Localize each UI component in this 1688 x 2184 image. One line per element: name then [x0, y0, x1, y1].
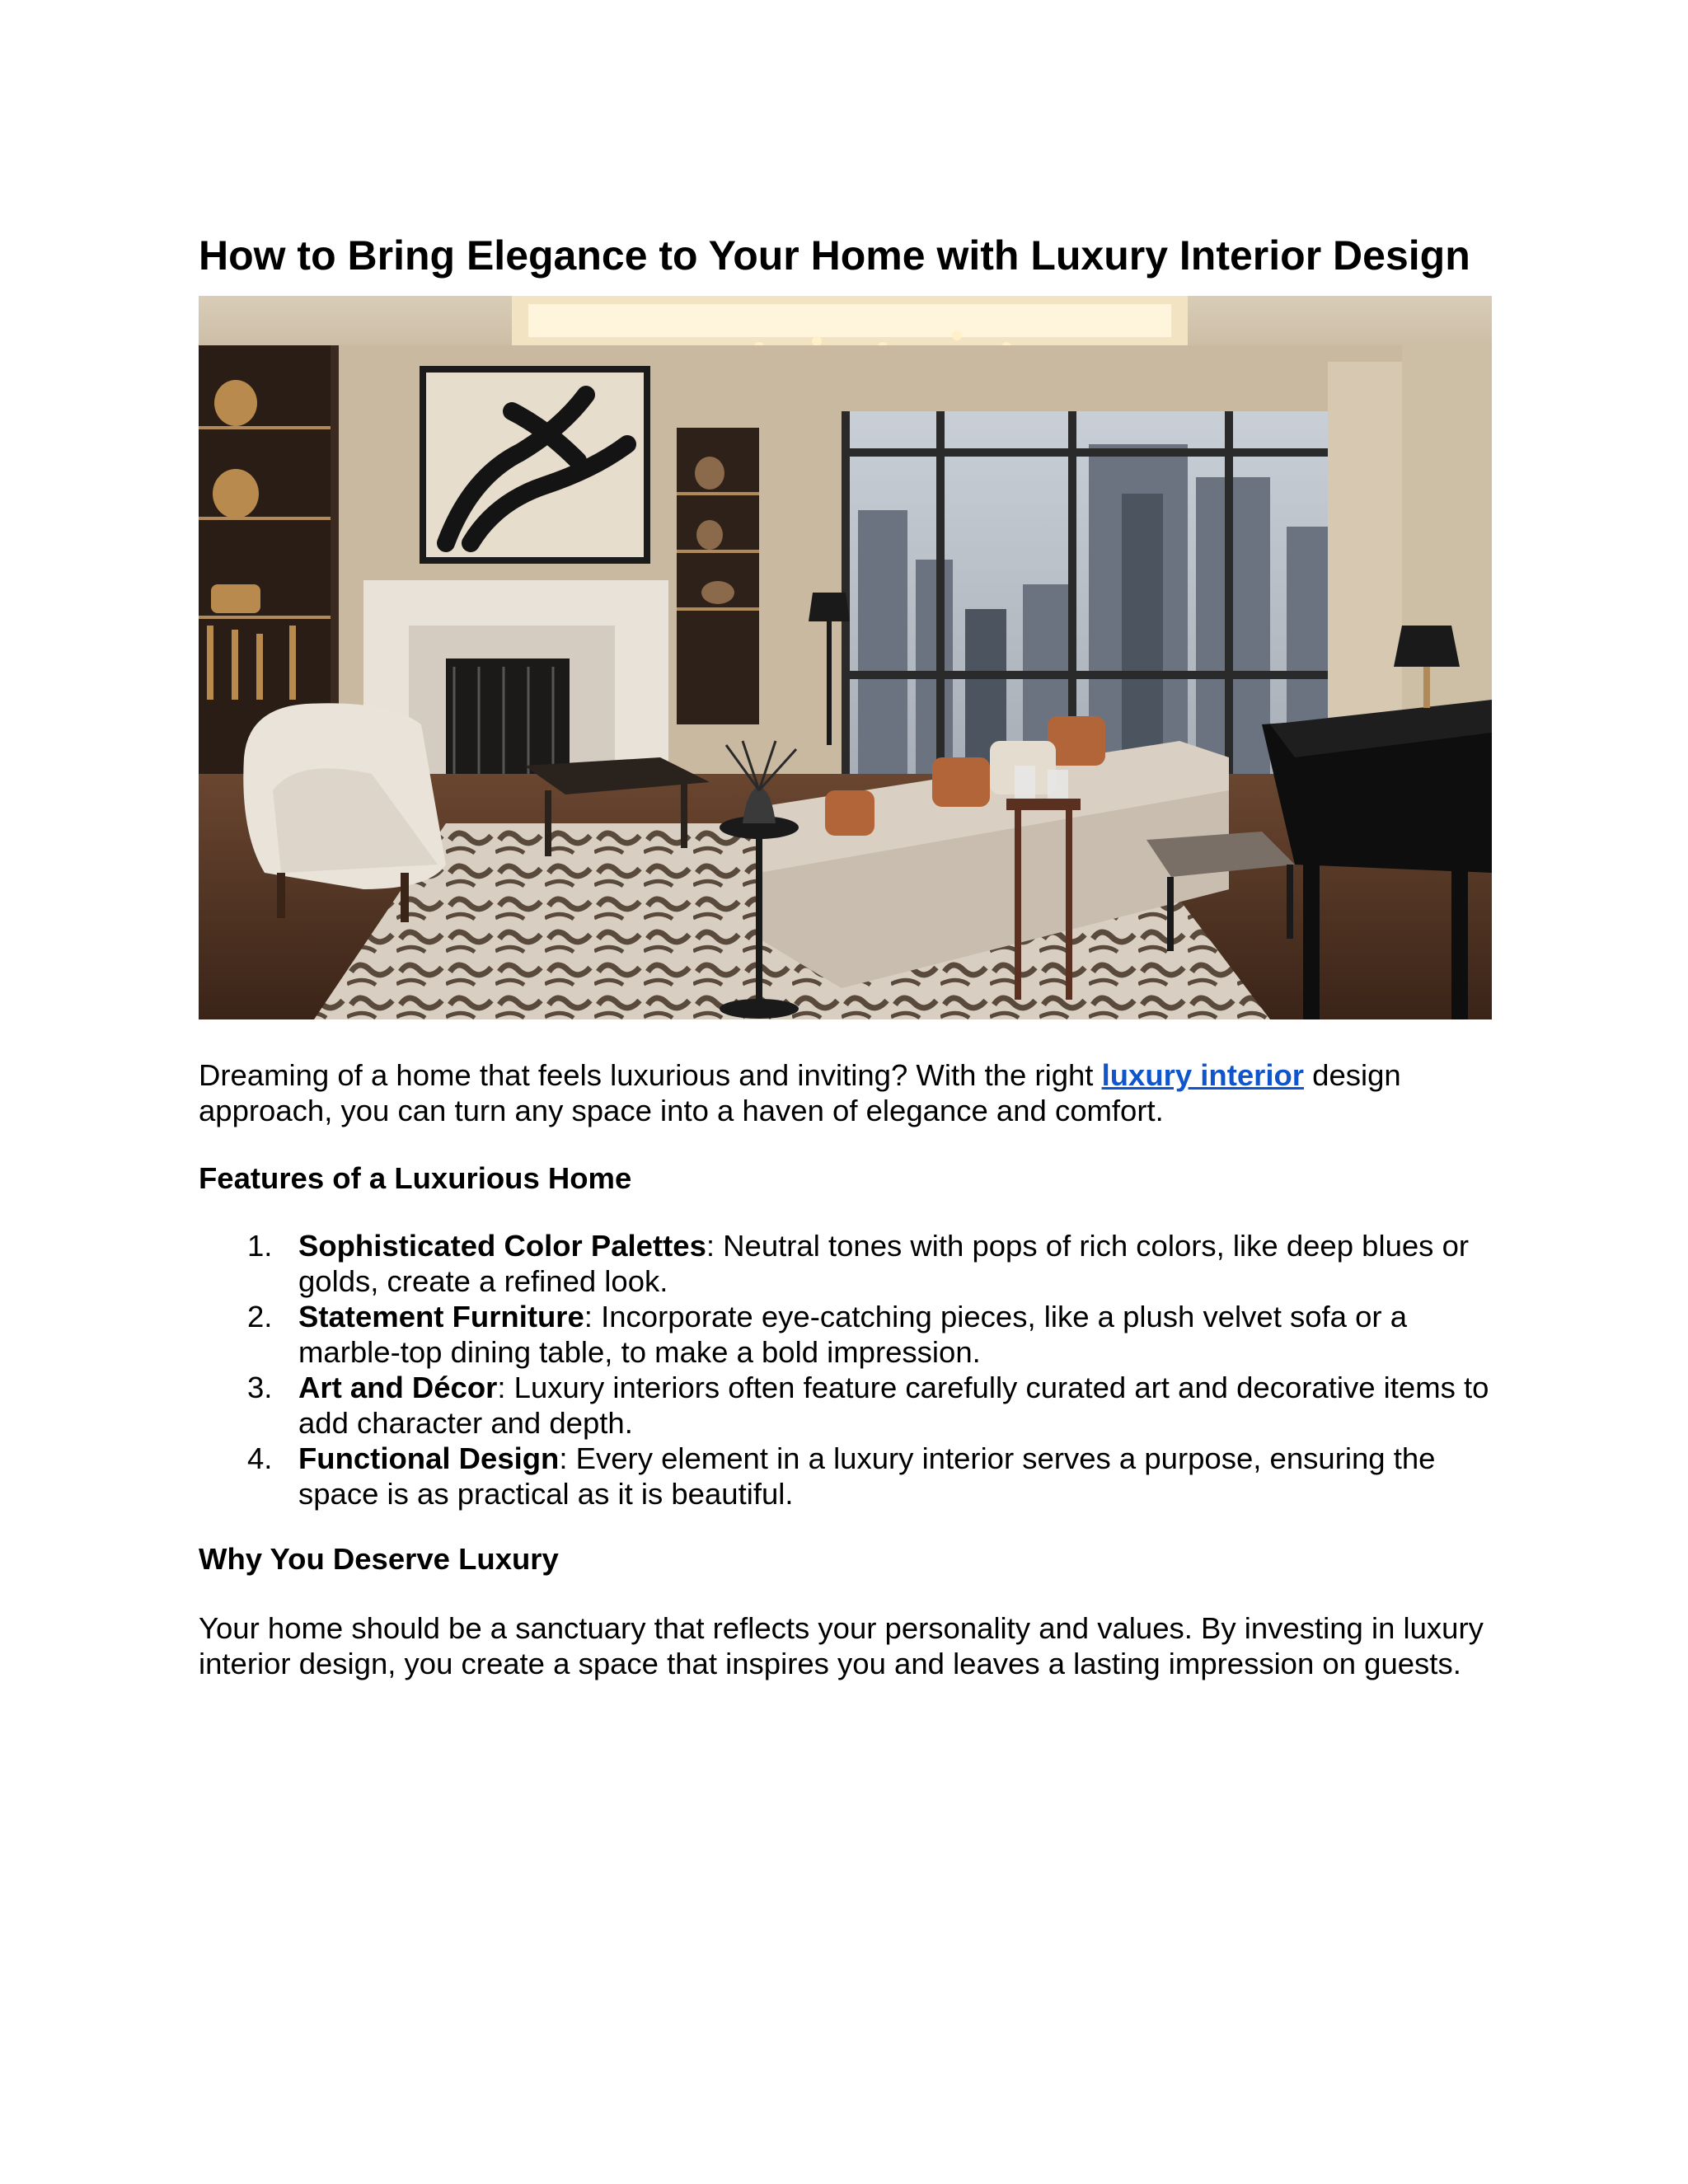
living-room-illustration: [199, 296, 1492, 1019]
intro-text-start: Dreaming of a home that feels luxurious and inviting? With the right: [199, 1058, 1102, 1092]
features-heading: Features of a Luxurious Home: [199, 1161, 632, 1195]
why-heading: Why You Deserve Luxury: [199, 1542, 559, 1576]
intro-paragraph: [199, 1057, 1501, 1128]
list-item-text: : Incorporate eye-catching pieces, like a plush velvet sofa or a marble-top dining table, to make a bold impression.: [298, 1300, 1408, 1369]
list-item-term: Sophisticated Color Palettes: [298, 1229, 706, 1263]
list-item-number: 2.: [247, 1300, 273, 1333]
list-item-number: 4.: [247, 1441, 273, 1475]
features-list: [199, 1228, 1501, 1511]
list-item-text: : Luxury interiors often feature carefully curated art and decorative items to add character and depth.: [298, 1371, 1489, 1440]
list-item-number: 1.: [247, 1229, 273, 1263]
list-item-text: : Every element in a luxury interior serves a purpose, ensuring the space is as practical as it is beautiful.: [298, 1441, 1436, 1511]
list-item-text: : Neutral tones with pops of rich colors, like deep blues or golds, create a refined look.: [298, 1229, 1470, 1298]
outro-paragraph: Your home should be a sanctuary that reflects your personality and values. By investing in luxury interior design, you create a space that inspires you and leaves a lasting impression on guests.: [199, 1611, 1484, 1680]
article-title: How to Bring Elegance to Your Home with Luxury Interior Design: [199, 232, 1470, 279]
list-item-number: 3.: [247, 1371, 273, 1404]
intro-text-end: design approach, you can turn any space into a haven of elegance and comfort.: [199, 1058, 1401, 1127]
list-item-term: Statement Furniture: [298, 1300, 584, 1333]
list-item: [199, 1299, 1501, 1370]
list-item: [199, 1370, 1501, 1441]
hero-image: [199, 296, 1492, 1019]
luxury-interior-link[interactable]: luxury interior: [1101, 1058, 1304, 1092]
list-item-term: Functional Design: [298, 1441, 560, 1475]
list-item-term: Art and Décor: [298, 1371, 498, 1404]
list-item: [199, 1228, 1501, 1299]
list-item: [199, 1441, 1501, 1511]
